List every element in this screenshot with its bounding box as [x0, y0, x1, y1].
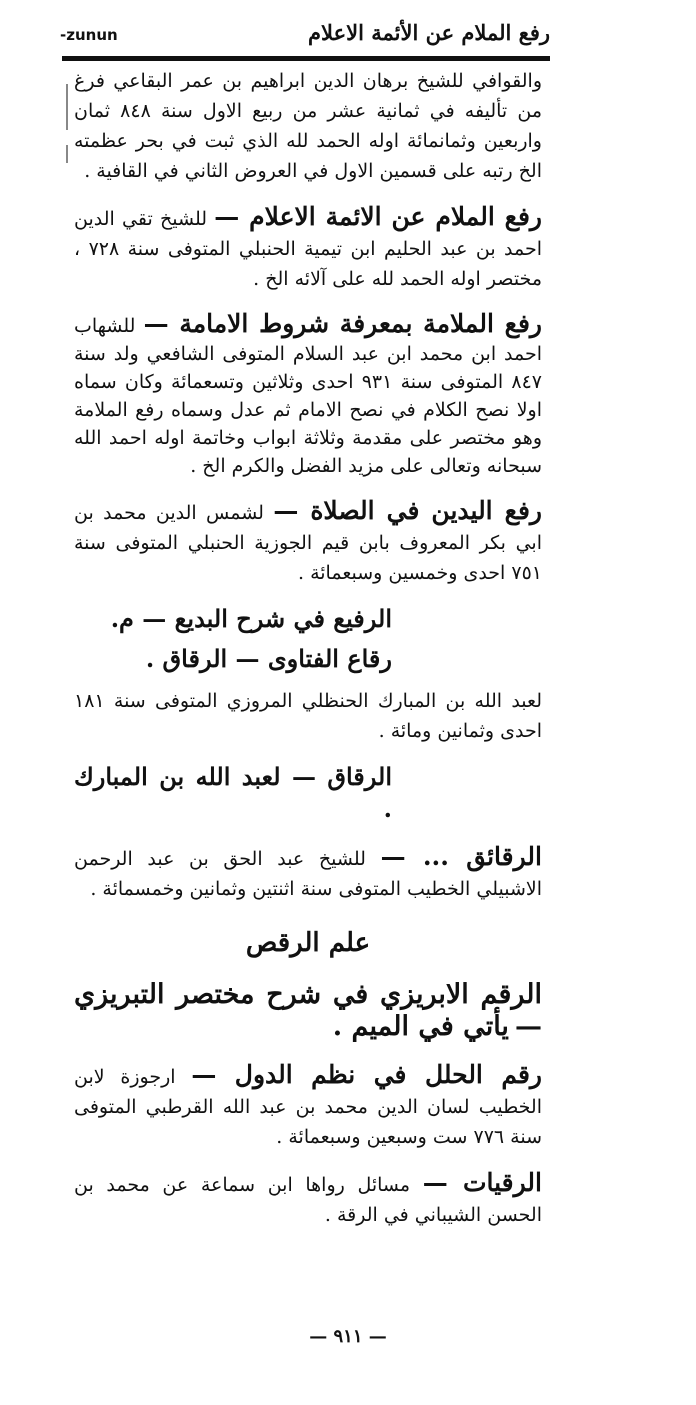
entry-title: الرقائق ... — [380, 842, 542, 871]
entry-title: رقم الحلل في نظم الدول — [191, 1060, 542, 1089]
entry-paragraph [74, 66, 542, 186]
entry-paragraph [74, 842, 542, 904]
page-number: — ٩١١ — [309, 1326, 387, 1347]
entry-title: رفع الملام عن الائمة الاعلام — [214, 202, 542, 231]
page-header [60, 20, 550, 52]
entry-text: مسائل رواها ابن سماعة عن محمد بن الحسن الشيباني في الرقة . [74, 1174, 542, 1226]
section-heading: علم الرقص [245, 928, 371, 958]
entry-paragraph [74, 202, 542, 294]
entry-text: للشيخ عبد الحق بن عبد الرحمن الاشبيلي الخطيب المتوفى سنة اثنتين وثمانين وخمسمائة . [74, 848, 542, 900]
entry-title: الرقم الابريزي في شرح مختصر التبريزي — [74, 979, 542, 1042]
entry-paragraph [74, 1060, 542, 1152]
entry-text: والقوافي للشيخ برهان الدين ابراهيم بن عمر البقاعي فرغ من تأليفه في ثمانية عشر من ربيع الاول سنة ٨٤٨ ثمان واربعين وثمانمائة اوله الحمد لله الذي ثبت في بحر عظمته الخ رتبه على قسمين الاول في العروض الثاني في القافية . [74, 70, 542, 182]
running-title: رفع الملام عن الأئمة الاعلام [308, 20, 550, 45]
entry-text: لشمس الدين محمد بن ابي بكر المعروف بابن قيم الجوزية الحنبلي المتوفى سنة ٧٥١ احدى وخمسين وسبعمائة . [74, 502, 542, 584]
entry-paragraph [74, 310, 542, 480]
entry-paragraph [74, 604, 542, 636]
entry-title: الرقاق — لعبد الله بن المبارك . [74, 762, 392, 823]
entry-paragraph [74, 762, 542, 826]
entry-text: يأتي في الميم . [332, 1011, 509, 1042]
entry-text: لعبد الله بن المبارك الحنظلي المروزي المتوفى سنة ١٨١ احدى وثمانين ومائة . [74, 690, 542, 742]
entry-title: رفع الملامة بمعرفة شروط الامامة — [143, 309, 542, 338]
entry-text: للشيخ تقي الدين احمد بن عبد الحليم ابن تيمية الحنبلي المتوفى سنة ٧٢٨ ، مختصر اوله الحمد لله على آلائه الخ . [74, 208, 543, 290]
margin-mark-bottom [66, 145, 68, 163]
folio-label: -zunun [60, 26, 118, 44]
entry-title: رفع اليدين في الصلاة — [273, 496, 542, 525]
page-body [74, 66, 542, 1246]
entry-paragraph [74, 686, 542, 746]
entry-paragraph [74, 980, 542, 1044]
entry-text: ارجوزة لابن الخطيب لسان الدين محمد بن عبد الله القرطبي المتوفى سنة ٧٧٦ ست وسبعين وسبعمائة . [74, 1066, 542, 1148]
entry-paragraph [74, 644, 542, 676]
margin-mark-top [66, 84, 68, 130]
entry-text: للشهاب احمد ابن محمد ابن عبد السلام المتوفى الشافعي ولد سنة ٨٤٧ المتوفى سنة ٩٣١ احدى وثلاثين وتسعمائة وكان سماه اولا نصح الكلام في نصح الامام ثم عدل وسماه رفع الملامة وهو مختصر على مقدمة وثلاثة ابواب وخاتمة اوله احمد الله سبحانه وتعالى على مزيد الفضل والكرم الخ . [74, 315, 542, 477]
entry-title: رقاع الفتاوى — الرقاق . [145, 644, 392, 673]
header-rule [62, 56, 550, 61]
entry-title: الرقيات — [422, 1168, 542, 1197]
entry-paragraph [74, 1168, 542, 1230]
entry-paragraph [74, 496, 542, 588]
entry-title: الرفيع في شرح البديع — م. [110, 604, 392, 633]
